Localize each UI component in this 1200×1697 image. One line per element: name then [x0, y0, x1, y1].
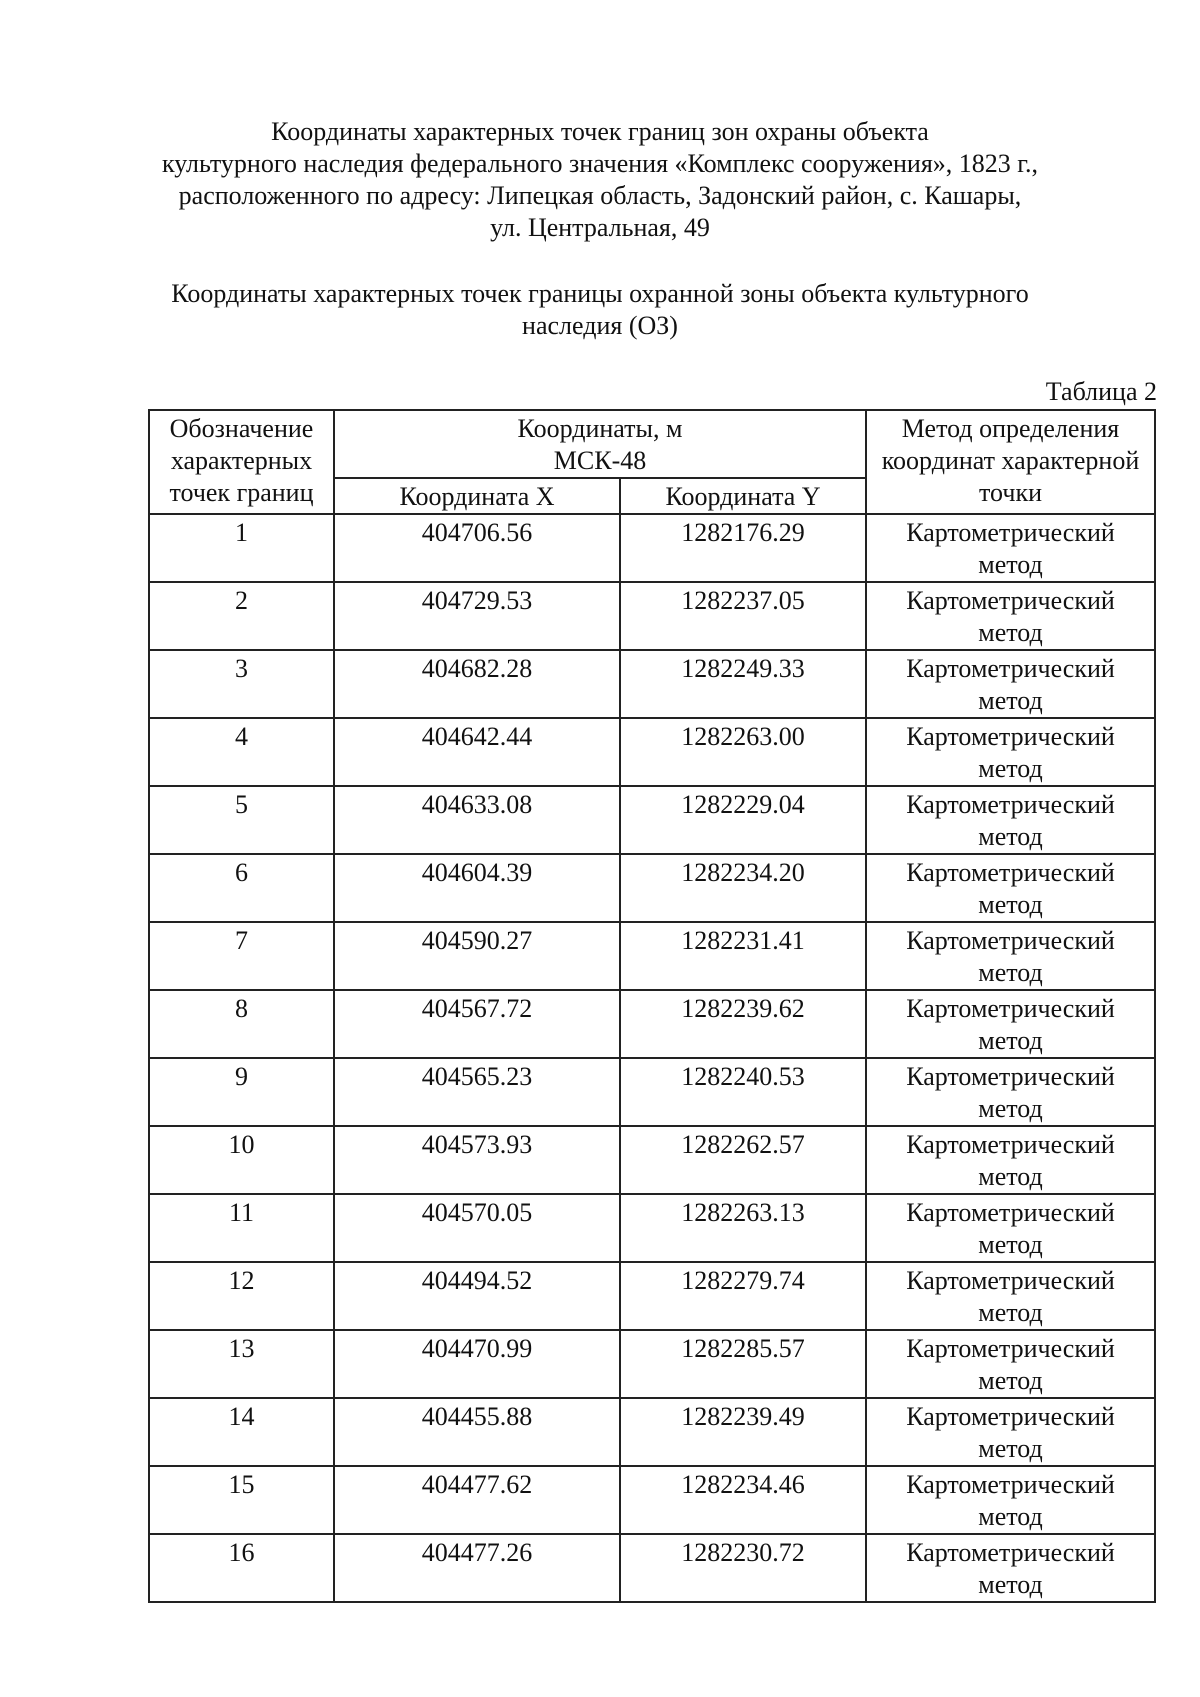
cell-point: 14 [149, 1398, 334, 1466]
cell-method [866, 718, 1155, 786]
method-line: Картометрический [906, 1130, 1115, 1159]
cell-coord-y: 1282231.41 [620, 922, 866, 990]
cell-point: 11 [149, 1194, 334, 1262]
method-line: метод [978, 1026, 1043, 1055]
cell-method [866, 1534, 1155, 1602]
cell-coord-y: 1282239.62 [620, 990, 866, 1058]
table-row [149, 718, 1155, 786]
cell-coord-x: 404706.56 [334, 514, 620, 582]
cell-coord-x: 404570.05 [334, 1194, 620, 1262]
header-coord-x: Координата X [334, 478, 620, 514]
cell-point: 16 [149, 1534, 334, 1602]
coordinates-table [148, 409, 1156, 1603]
cell-coord-y: 1282240.53 [620, 1058, 866, 1126]
cell-coord-x: 404729.53 [334, 582, 620, 650]
cell-coord-y: 1282229.04 [620, 786, 866, 854]
cell-coord-y: 1282262.57 [620, 1126, 866, 1194]
cell-coord-x: 404565.23 [334, 1058, 620, 1126]
table-row [149, 514, 1155, 582]
method-line: метод [978, 1366, 1043, 1395]
method-line: Картометрический [906, 1470, 1115, 1499]
table-row [149, 854, 1155, 922]
table-row [149, 1466, 1155, 1534]
table-body [149, 514, 1155, 1602]
method-line: Картометрический [906, 1538, 1115, 1567]
cell-coord-y: 1282234.20 [620, 854, 866, 922]
method-line: Картометрический [906, 518, 1115, 547]
cell-method [866, 1262, 1155, 1330]
cell-method [866, 1194, 1155, 1262]
cell-point: 1 [149, 514, 334, 582]
table-row [149, 650, 1155, 718]
cell-point: 3 [149, 650, 334, 718]
method-line: метод [978, 1162, 1043, 1191]
section-subtitle [100, 278, 1100, 342]
cell-coord-x: 404470.99 [334, 1330, 620, 1398]
method-line: Картометрический [906, 926, 1115, 955]
title-line: расположенного по адресу: Липецкая область, Задонский район, с. Кашары, [178, 181, 1022, 210]
cell-method [866, 922, 1155, 990]
method-line: метод [978, 1570, 1043, 1599]
cell-method [866, 1466, 1155, 1534]
cell-coord-x: 404567.72 [334, 990, 620, 1058]
method-line: метод [978, 1230, 1043, 1259]
method-line: метод [978, 1502, 1043, 1531]
cell-point: 7 [149, 922, 334, 990]
cell-coord-y: 1282263.13 [620, 1194, 866, 1262]
cell-point: 9 [149, 1058, 334, 1126]
table-row [149, 582, 1155, 650]
cell-coord-y: 1282263.00 [620, 718, 866, 786]
method-line: Картометрический [906, 1198, 1115, 1227]
method-line: метод [978, 822, 1043, 851]
cell-method [866, 1398, 1155, 1466]
method-line: метод [978, 754, 1043, 783]
cell-coord-x: 404604.39 [334, 854, 620, 922]
cell-coord-y: 1282285.57 [620, 1330, 866, 1398]
subtitle-line: наследия (ОЗ) [522, 311, 678, 340]
title-line: культурного наследия федерального значения «Комплекс сооружения», 1823 г., [161, 149, 1039, 178]
cell-coord-y: 1282234.46 [620, 1466, 866, 1534]
method-line: метод [978, 686, 1043, 715]
cell-coord-x: 404494.52 [334, 1262, 620, 1330]
cell-method [866, 650, 1155, 718]
method-line: метод [978, 890, 1043, 919]
header-coordinates-units: Координаты, м [517, 414, 683, 443]
method-line: Картометрический [906, 1334, 1115, 1363]
cell-coord-y: 1282279.74 [620, 1262, 866, 1330]
cell-point: 5 [149, 786, 334, 854]
table-row [149, 1398, 1155, 1466]
cell-coord-y: 1282249.33 [620, 650, 866, 718]
cell-method [866, 1126, 1155, 1194]
cell-method [866, 1330, 1155, 1398]
method-line: метод [978, 550, 1043, 579]
table-row [149, 1534, 1155, 1602]
method-line: метод [978, 1094, 1043, 1123]
title-line: Координаты характерных точек границ зон охраны объекта [271, 117, 929, 146]
method-line: Картометрический [906, 722, 1115, 751]
method-line: Картометрический [906, 858, 1115, 887]
table-row [149, 786, 1155, 854]
cell-coord-y: 1282176.29 [620, 514, 866, 582]
header-point-designation: Обозначение характерных точек границ [149, 410, 334, 514]
method-line: метод [978, 618, 1043, 647]
method-line: Картометрический [906, 994, 1115, 1023]
cell-point: 12 [149, 1262, 334, 1330]
cell-coord-x: 404455.88 [334, 1398, 620, 1466]
table-row [149, 1126, 1155, 1194]
cell-point: 4 [149, 718, 334, 786]
cell-point: 13 [149, 1330, 334, 1398]
header-coordinate-system: МСК-48 [553, 446, 647, 475]
cell-coord-y: 1282230.72 [620, 1534, 866, 1602]
method-line: метод [978, 958, 1043, 987]
header-coordinates-group [334, 410, 866, 478]
method-line: Картометрический [906, 790, 1115, 819]
method-line: метод [978, 1298, 1043, 1327]
cell-coord-x: 404682.28 [334, 650, 620, 718]
cell-coord-x: 404573.93 [334, 1126, 620, 1194]
cell-method [866, 582, 1155, 650]
table-row [149, 922, 1155, 990]
cell-point: 2 [149, 582, 334, 650]
cell-method [866, 854, 1155, 922]
cell-point: 8 [149, 990, 334, 1058]
cell-coord-x: 404633.08 [334, 786, 620, 854]
cell-point: 10 [149, 1126, 334, 1194]
table-caption: Таблица 2 [1045, 377, 1157, 406]
method-line: Картометрический [906, 1062, 1115, 1091]
cell-method [866, 786, 1155, 854]
cell-coord-y: 1282237.05 [620, 582, 866, 650]
method-line: Картометрический [906, 1402, 1115, 1431]
table-row [149, 1194, 1155, 1262]
header-coord-y: Координата Y [620, 478, 866, 514]
table-row [149, 990, 1155, 1058]
cell-method [866, 1058, 1155, 1126]
method-line: Картометрический [906, 586, 1115, 615]
cell-coord-y: 1282239.49 [620, 1398, 866, 1466]
cell-method [866, 990, 1155, 1058]
method-line: метод [978, 1434, 1043, 1463]
cell-coord-x: 404590.27 [334, 922, 620, 990]
cell-point: 15 [149, 1466, 334, 1534]
table-row [149, 1262, 1155, 1330]
header-method: Метод определения координат характерной точки [866, 410, 1155, 514]
table-row [149, 1058, 1155, 1126]
document-title [100, 116, 1100, 244]
subtitle-line: Координаты характерных точек границы охранной зоны объекта культурного [171, 279, 1029, 308]
cell-method [866, 514, 1155, 582]
cell-coord-x: 404477.62 [334, 1466, 620, 1534]
cell-coord-x: 404477.26 [334, 1534, 620, 1602]
cell-point: 6 [149, 854, 334, 922]
title-line: ул. Центральная, 49 [490, 213, 710, 242]
table-row [149, 1330, 1155, 1398]
method-line: Картометрический [906, 654, 1115, 683]
cell-coord-x: 404642.44 [334, 718, 620, 786]
method-line: Картометрический [906, 1266, 1115, 1295]
